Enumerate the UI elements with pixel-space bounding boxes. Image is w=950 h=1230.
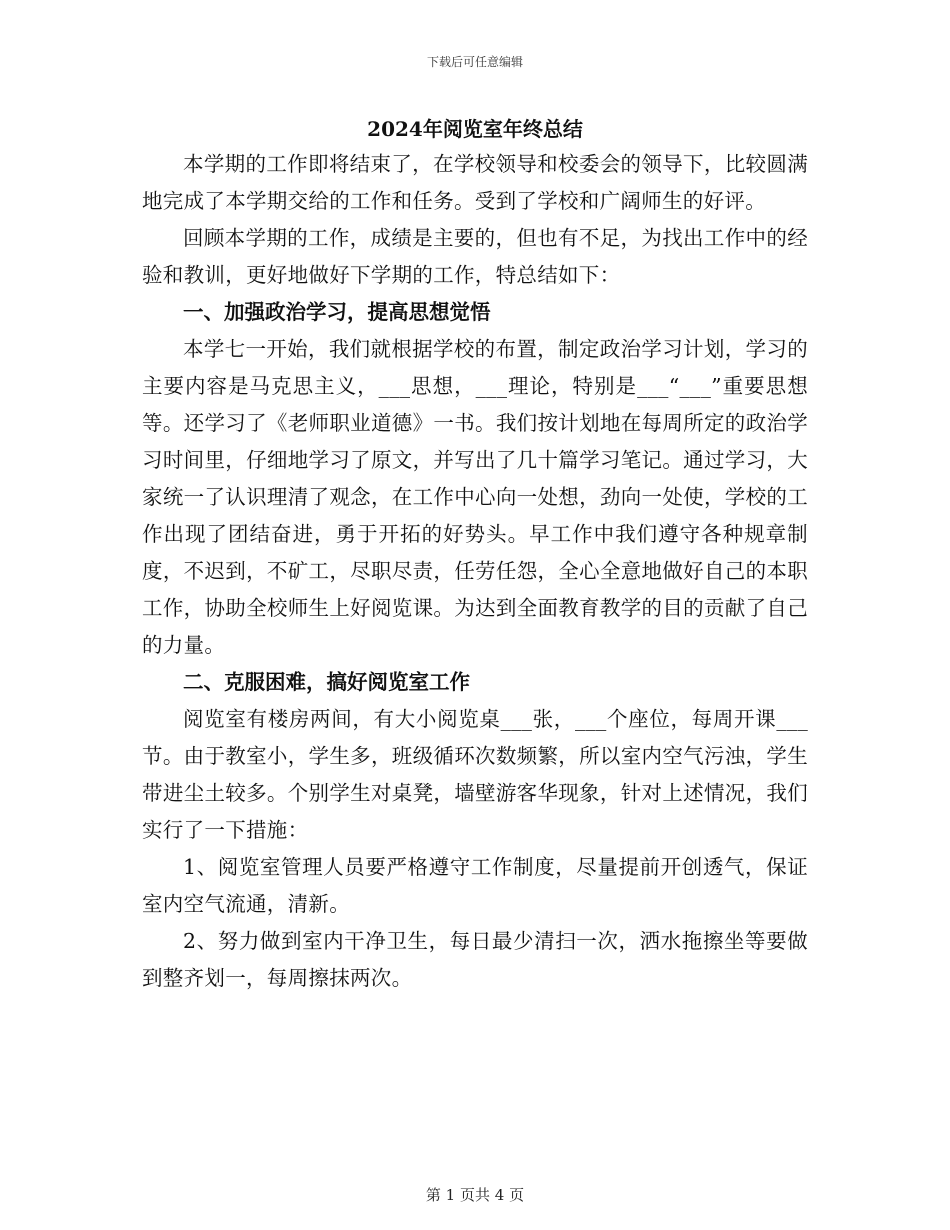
section-2-item-2: 2、努力做到室内干净卫生，每日最少清扫一次，洒水拖擦坐等要做到整齐划一，每周擦抹两次。 [142,929,808,990]
page-number-footer: 第 1 页共 4 页 [425,1186,525,1204]
section-1-heading: 一、加强政治学习，提高思想觉悟 [183,300,491,324]
page-header-note: 下载后可任意编辑 [426,55,523,69]
section-2-paragraph-1: 阅览室有楼房两间，有大小阅览桌___张，___个座位，每周开课___节。由于教室小，学生多，班级循环次数频繁，所以室内空气污浊，学生带进尘土较多。个别学生对桌凳，墙壁游客华现象，针对上述情况，我们实行了一下措施： [142,707,808,842]
intro-paragraph-1: 本学期的工作即将结束了，在学校领导和校委会的领导下，比较圆满地完成了本学期交给的工作和任务。受到了学校和广阔师生的好评。 [142,152,808,213]
section-2-heading: 二、克服困难，搞好阅览室工作 [183,670,470,694]
document-title: 2024年阅览室年终总结 [367,117,583,141]
document-body [142,112,808,997]
section-1-paragraph-1: 本学七一开始，我们就根据学校的布置，制定政治学习计划，学习的主要内容是马克思主义，___思想，___理论，特别是___“___”重要思想等。还学习了《老师职业道德》一书。我们按计划地在每周所定的政治学习时间里，仔细地学习了原文，并写出了几十篇学习笔记。通过学习，大家统一了认识理清了观念，在工作中心向一处想，劲向一处使，学校的工作出现了团结奋进，勇于开拓的好势头。早工作中我们遵守各种规章制度，不迟到，不矿工，尽职尽责，任劳任怨，全心全意地做好自己的本职工作，协助全校师生上好阅览课。为达到全面教育教学的目的贡献了自己的力量。 [142,337,808,657]
intro-paragraph-2: 回顾本学期的工作，成绩是主要的，但也有不足，为找出工作中的经验和教训，更好地做好下学期的工作，特总结如下： [142,226,808,287]
section-2-item-1: 1、阅览室管理人员要严格遵守工作制度，尽量提前开创透气，保证室内空气流通，清新。 [142,855,808,916]
